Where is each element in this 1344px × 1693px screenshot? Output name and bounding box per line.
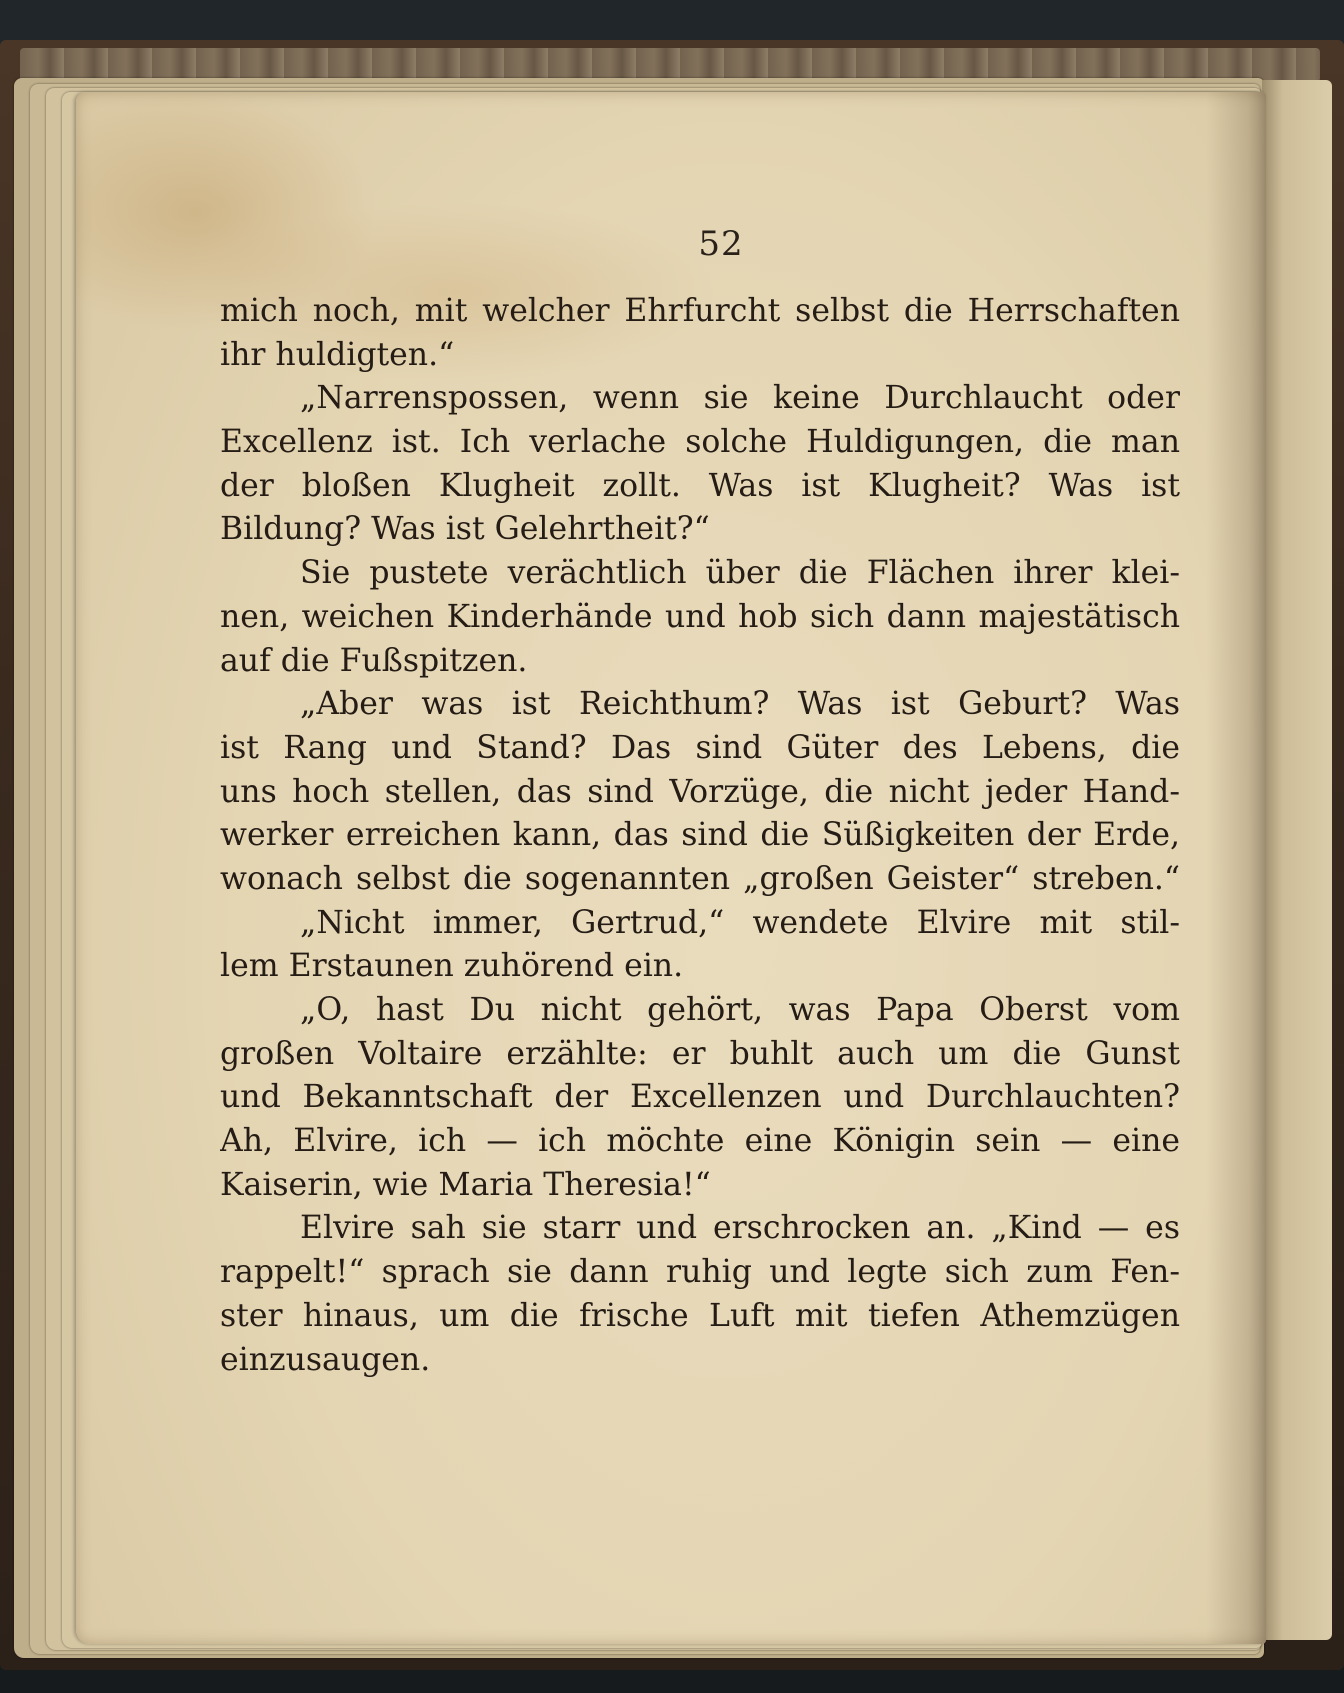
text-line: werker erreichen kann, das sind die Süßigkeiten der Erde, [220,817,1180,854]
text-line: ihr huldigten.“ [220,336,455,373]
text-line: „O, hast Du nicht gehört, was Papa Oberst vom [300,992,1180,1028]
text-line: „Aber was ist Reichthum? Was ist Geburt? Was [300,686,1180,723]
text-line: Ah, Elvire, ich — ich möchte eine Königin sein — eine [220,1123,1180,1160]
text-line: und Bekanntschaft der Excellenzen und Durchlauchten? [220,1079,1180,1116]
page-number-container [76,224,1266,264]
text-line: Sie pustete verächtlich über die Flächen ihrer klei- [300,555,1180,592]
text-line: „Narrenspossen, wenn sie keine Durchlaucht oder [300,380,1180,417]
page-number: 52 [698,224,744,264]
text-line: ster hinaus, um die frische Luft mit tiefen Athemzügen [220,1297,1180,1334]
text-line: Elvire sah sie starr und erschrocken an. „Kind — es [300,1210,1180,1247]
book-page [76,92,1266,1644]
body-text [220,290,1180,1382]
page-gutter-shadow [1206,92,1266,1644]
text-line: uns hoch stellen, das sind Vorzüge, die nicht jeder Hand- [220,773,1180,810]
cover-worn-edge [20,48,1320,82]
text-line: lem Erstaunen zuhörend ein. [220,948,684,985]
text-line: auf die Fußspitzen. [220,642,528,679]
text-line: einzusaugen. [220,1341,431,1378]
text-line: großen Voltaire erzählte: er buhlt auch um die Gunst [220,1035,1180,1072]
text-line: Kaiserin, wie Maria Theresia!“ [220,1166,711,1203]
text-line: Excellenz ist. Ich verlache solche Huldigungen, die man [220,424,1180,461]
text-line: nen, weichen Kinderhände und hob sich dann majestätisch [220,598,1180,635]
facing-page-edge [1262,80,1332,1640]
text-line: wonach selbst die sogenannten „großen Geister“ streben.“ [220,860,1180,897]
text-line: mich noch, mit welcher Ehrfurcht selbst die Herrschaften [220,293,1180,329]
text-line: ist Rang und Stand? Das sind Güter des Lebens, die [220,729,1180,766]
text-line: „Nicht immer, Gertrud,“ wendete Elvire mit stil- [300,904,1180,941]
text-line: der bloßen Klugheit zollt. Was ist Klugheit? Was ist [220,467,1180,504]
text-line: rappelt!“ sprach sie dann ruhig und legte sich zum Fen- [220,1254,1180,1291]
text-line: Bildung? Was ist Gelehrtheit?“ [220,511,710,548]
